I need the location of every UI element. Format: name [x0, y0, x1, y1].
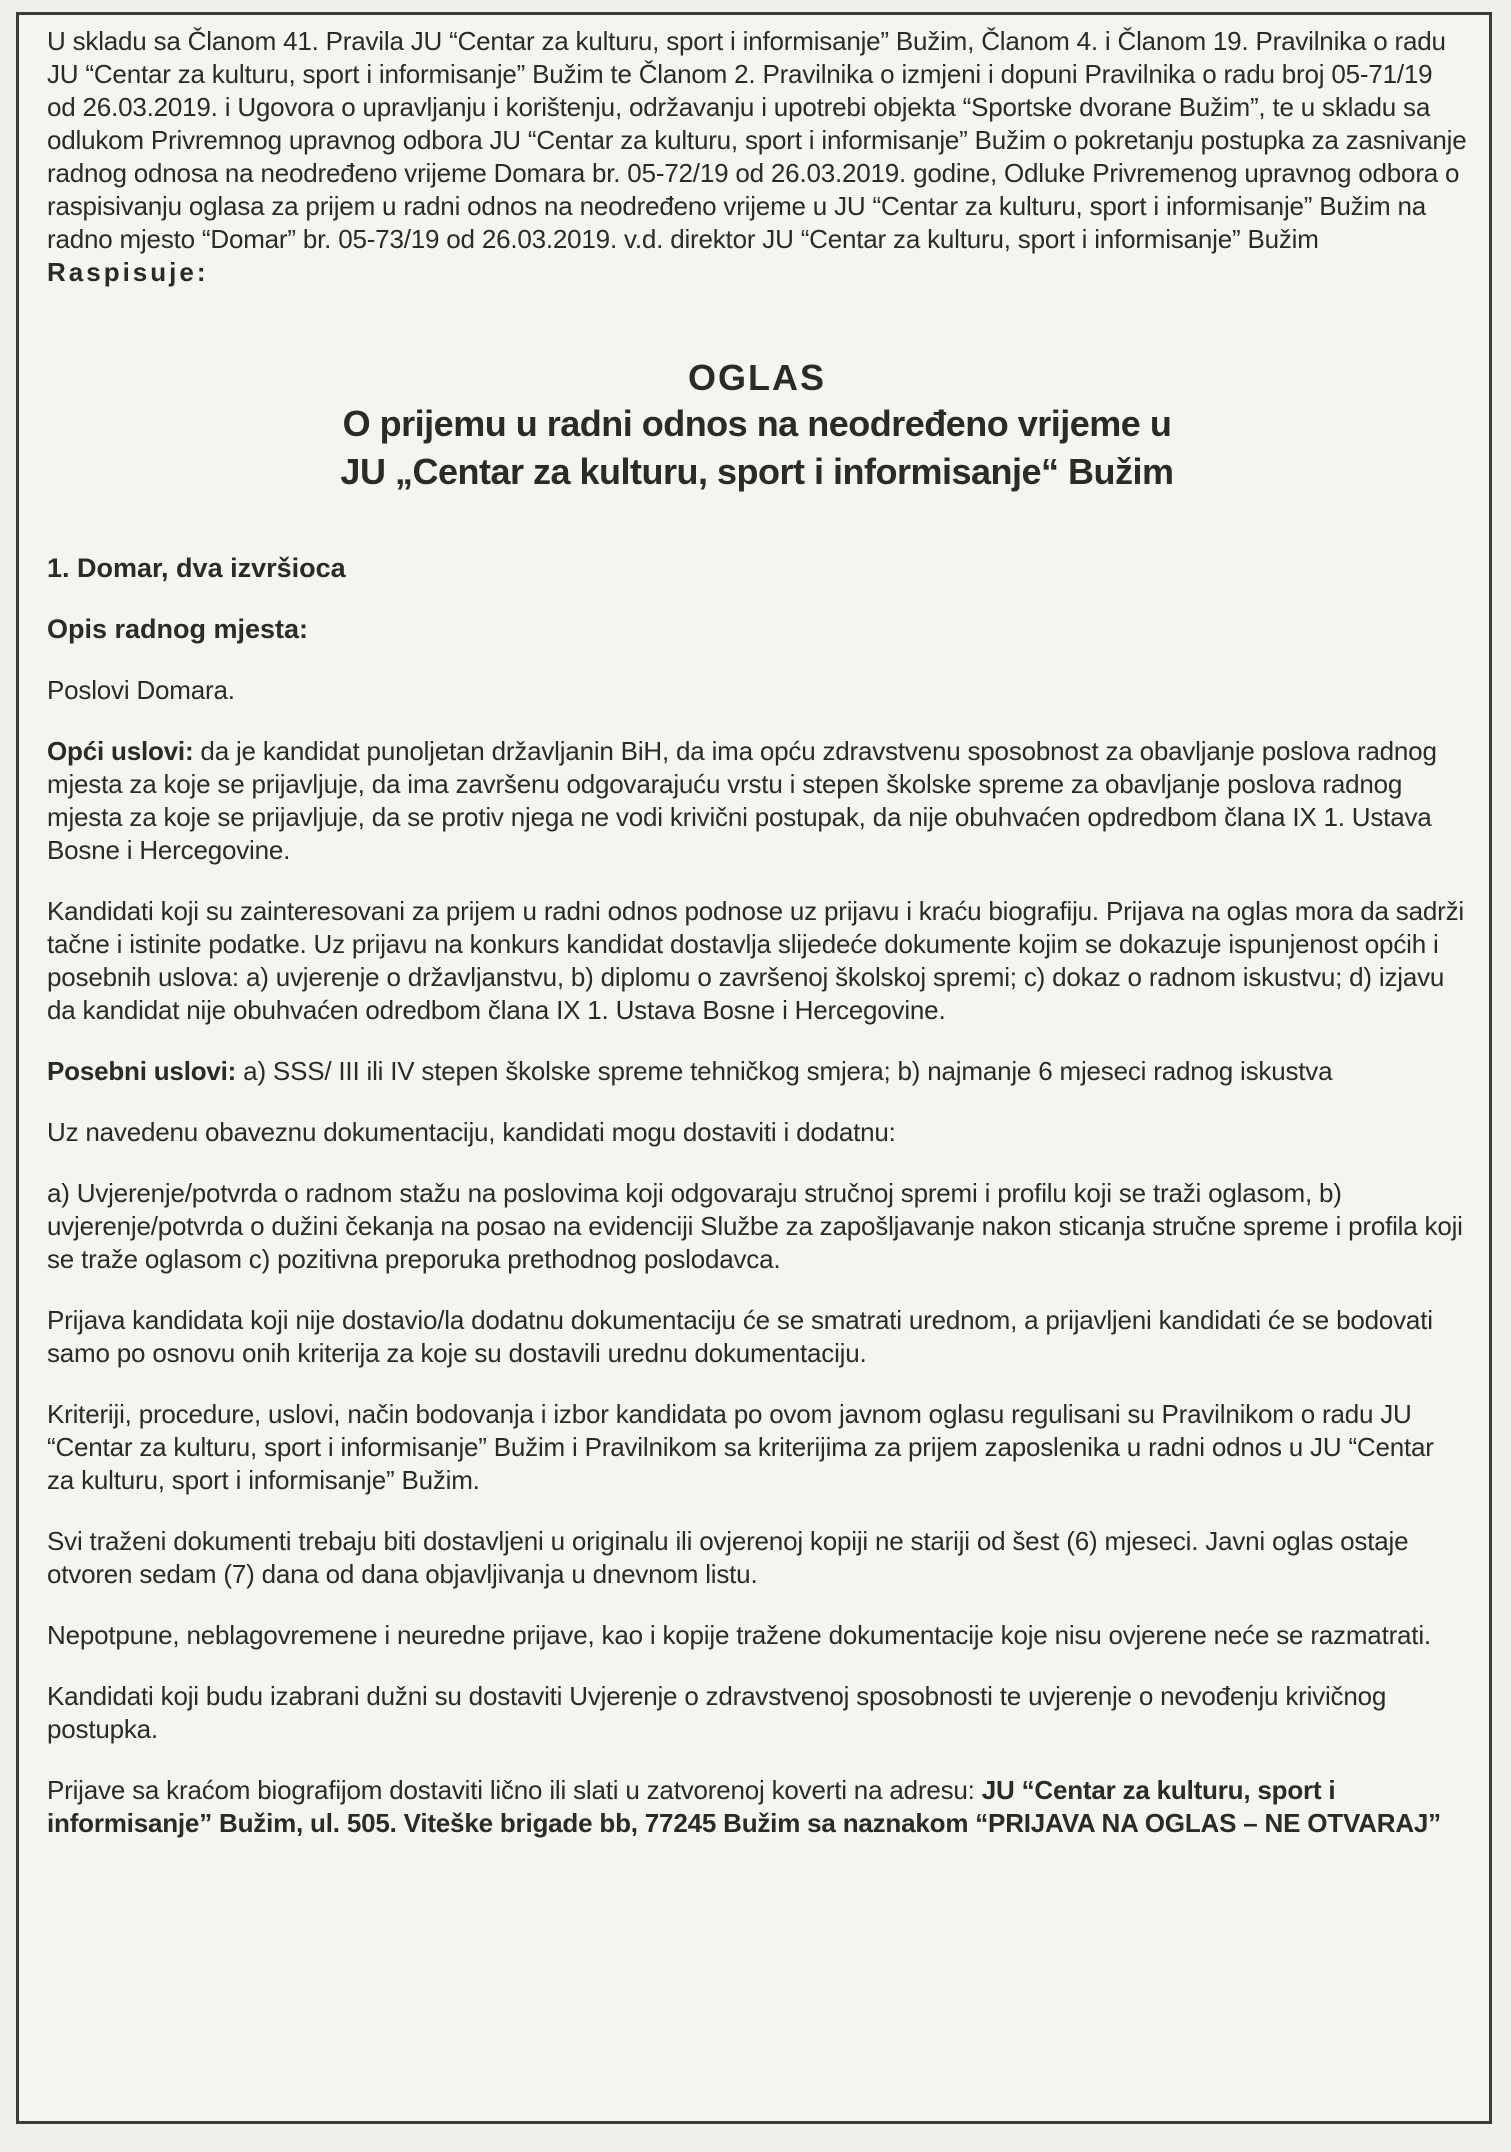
posebni-uslovi-text: a) SSS/ III ili IV stepen školske spreme tehničkog smjera; b) najmanje 6 mjeseci radnog iskustva	[236, 1056, 1333, 1086]
opis-heading: Opis radnog mjesta:	[47, 614, 309, 644]
advertisement-content	[47, 25, 1467, 1840]
opci-uslovi-text: da je kandidat punoljetan državljanin BiH, da ima opću zdravstvenu sposobnost za obavljanje poslova radnog mjesta za koje se prijavljuje, da ima završenu odgovarajuću vrstu i stepen školske spreme za obavljanje poslova radnog mjesta za koje se prijavljuje, da se protiv njega ne vodi krivični postupak, da nije obuhvaćen opdredbom člana IX 1. Ustava Bosne i Hercegovine.	[47, 736, 1437, 865]
subtitle-line-2: JU „Centar za kulturu, sport i informisanje“ Bužim	[340, 451, 1174, 492]
page-title: OGLAS	[687, 357, 826, 398]
posebni-uslovi-label: Posebni uslovi:	[47, 1056, 237, 1086]
dodatna-list: a) Uvjerenje/potvrda o radnom stažu na poslovima koji odgovaraju stručnoj spremi i profilu koji se traži oglasom, b) uvjerenje/potvrda o dužini čekanja na posao na evidenciji Službe za zapošljavanje nakon sticanja stručne spreme i profila koji se traže oglasom c) pozitivna preporuka prethodnog poslodavca.	[47, 1178, 1463, 1274]
title-block	[47, 356, 1467, 496]
opis-text: Poslovi Domara.	[47, 675, 235, 705]
raspisuje-label: Raspisuje:	[47, 257, 209, 287]
opci-uslovi-label: Opći uslovi:	[47, 736, 194, 766]
subtitle-line-1: O prijemu u radni odnos na neodređeno vrijeme u	[342, 403, 1172, 444]
advertisement-frame	[16, 12, 1492, 2124]
adresa-lead: Prijave sa kraćom biografijom dostaviti lično ili slati u zatvorenoj koverti na adresu:	[47, 1775, 982, 1805]
kandidati-paragraph: Kandidati koji su zainteresovani za prijem u radni odnos podnose uz prijavu i kraću biografiju. Prijava na oglas mora da sadrži tačne i istinite podatke. Uz prijavu na konkurs kandidat dostavlja slijedeće dokumente kojim se dokazuje ispunjenost općih i posebnih uslova: a) uvjerenje o državljanstvu, b) diplomu o završenoj školskoj spremi; c) dokaz o radnom iskustvu; d) izjavu da kandidat nije obuhvaćen odredbom člana IX 1. Ustava Bosne i Hercegovine.	[47, 896, 1464, 1025]
intro-paragraph: U skladu sa Članom 41. Pravila JU “Centar za kulturu, sport i informisanje” Bužim, Članom 4. i Članom 19. Pravilnika o radu JU “Centar za kulturu, sport i informisanje” Bužim te Članom 2. Pravilnika o izmjeni i dopuni Pravilnika o radu broj 05-71/19 od 26.03.2019. i Ugovora o upravljanju i korištenju, održavanju i upotrebi objekta “Sportske dvorane Bužim”, te u skladu sa odlukom Privremnog upravnog odbora JU “Centar za kulturu, sport i informisanje” Bužim o pokretanju postupka za zasnivanje radnog odnosa na neodređeno vrijeme Domara br. 05-72/19 od 26.03.2019. godine, Odluke Privremenog upravnog odbora o raspisivanju oglasa za prijem u radni odnos na neodređeno vrijeme u JU “Centar za kulturu, sport i informisanje” Bužim na radno mjesto “Domar” br. 05-73/19 od 26.03.2019. v.d. direktor JU “Centar za kulturu, sport i informisanje” Bužim	[47, 26, 1467, 254]
izabrani-paragraph: Kandidati koji budu izabrani dužni su dostaviti Uvjerenje o zdravstvenoj sposobnosti te uvjerenje o nevođenju krivičnog postupka.	[47, 1681, 1387, 1744]
position-heading: 1. Domar, dva izvršioca	[47, 553, 346, 583]
adresa-bold: JU “Centar za kulturu, sport i informisanje” Bužim, ul. 505. Viteške brigade bb, 77245 Bužim sa naznakom “PRIJAVA NA OGLAS – NE OTVARAJ”	[47, 1775, 1441, 1838]
dokumenti-paragraph: Svi traženi dokumenti trebaju biti dostavljeni u originalu ili ovjerenoj kopiji ne stariji od šest (6) mjeseci. Javni oglas ostaje otvoren sedam (7) dana od dana objavljivanja u dnevnom listu.	[47, 1526, 1409, 1589]
posebni-uslovi-paragraph	[47, 1055, 1467, 1088]
adresa-paragraph	[47, 1774, 1467, 1840]
nepotpune-paragraph: Nepotpune, neblagovremene i neuredne prijave, kao i kopije tražene dokumentacije koje nisu ovjerene neće se razmatrati.	[47, 1620, 1431, 1650]
dodatna-intro: Uz navedenu obaveznu dokumentaciju, kandidati mogu dostaviti i dodatnu:	[47, 1117, 896, 1147]
kriteriji-paragraph: Kriteriji, procedure, uslovi, način bodovanja i izbor kandidata po ovom javnom oglasu regulisani su Pravilnikom o radu JU “Centar za kulturu, sport i informisanje” Bužim i Pravilnikom sa kriterijima za prijem zaposlenika u radni odnos u JU “Centar za kulturu, sport i informisanje” Bužim.	[47, 1399, 1434, 1495]
opci-uslovi-paragraph	[47, 735, 1467, 867]
prijava-paragraph: Prijava kandidata koji nije dostavio/la dodatnu dokumentaciju će se smatrati urednom, a prijavljeni kandidati će se bodovati samo po osnovu onih kriterija za koje su dostavili urednu dokumentaciju.	[47, 1305, 1433, 1368]
